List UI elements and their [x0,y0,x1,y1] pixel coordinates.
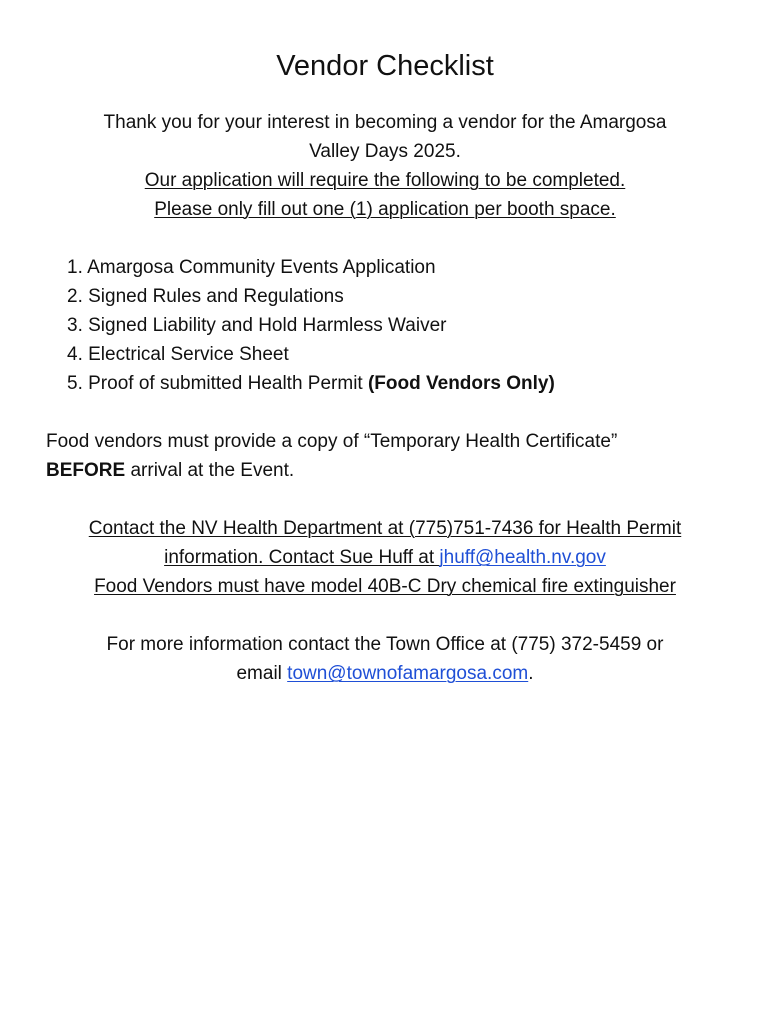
more-info-block [40,630,730,688]
checklist-item [67,340,707,369]
contact-line-1 [30,514,740,543]
more-info-prefix: email [236,663,288,684]
food-vendors-only-label: (Food Vendors Only) [367,373,555,394]
checklist-item [67,369,707,398]
page-title: Vendor Checklist [276,50,494,82]
more-info-suffix: . [528,663,534,684]
contact-line-2-text: information. Contact Sue Huff at [164,547,440,568]
booth-note-text: Please only fill out one (1) application per booth space. [154,199,616,220]
checklist-item-text: 3. Signed Liability and Hold Harmless Waiver [67,315,447,336]
intro-line-1: Thank you for your interest in becoming a vendor for the Amargosa [103,112,667,133]
contact-line-3 [30,572,740,601]
before-emphasis: BEFORE [46,460,126,481]
health-email-link[interactable]: jhuff@health.nv.gov [439,547,606,568]
food-note-line-2-text: arrival at the Event. [125,460,295,481]
checklist-item [67,253,707,282]
food-note-line-1: Food vendors must provide a copy of “Temporary Health Certificate” [46,431,618,452]
checklist-item-text: 1. Amargosa Community Events Application [67,257,436,278]
checklist-item-text: 5. Proof of submitted Health Permit [67,373,368,394]
contact-line-2 [30,543,740,572]
intro-paragraph [40,108,730,224]
town-email-link[interactable]: town@townofamargosa.com [287,663,529,684]
checklist-item [67,311,707,340]
food-vendor-note [46,427,726,485]
more-info-line-1: For more information contact the Town Office at (775) 372-5459 or [106,634,664,655]
booth-note [40,195,730,224]
contact-line-1-text: Contact the NV Health Department at (775)751-7436 for Health Permit [88,518,682,539]
checklist-item-text: 4. Electrical Service Sheet [67,344,289,365]
checklist-item-text: 2. Signed Rules and Regulations [67,286,344,307]
checklist [67,253,707,398]
food-note-line-2 [46,456,726,485]
health-contact-block [30,514,740,601]
more-info-line-2 [40,659,730,688]
requirement-note [40,166,730,195]
extinguisher-note-text: Food Vendors must have model 40B-C Dry chemical fire extinguisher [94,576,676,597]
requirement-note-text: Our application will require the following to be completed. [144,170,626,191]
intro-line-2: Valley Days 2025. [309,141,461,162]
checklist-item [67,282,707,311]
